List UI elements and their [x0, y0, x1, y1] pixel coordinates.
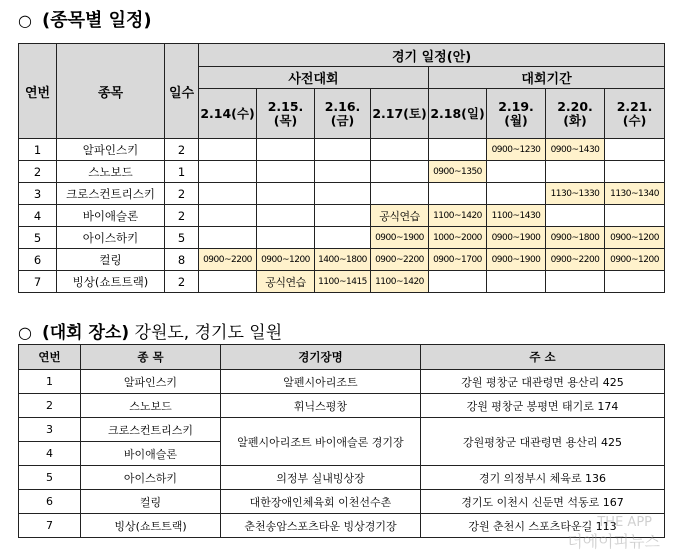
section-venue-subtitle: 강원도, 경기도 일원: [129, 323, 283, 343]
schedule-cell: 0900~2200: [371, 249, 429, 271]
schedule-cell: 0900~1200: [257, 249, 315, 271]
schedule-row: [19, 227, 665, 249]
schedule-cell: 0900~1800: [546, 227, 605, 249]
schedule-cell: [546, 205, 605, 227]
venue-row-venue: 의정부 실내빙상장: [221, 466, 421, 490]
schedule-cell: [605, 139, 665, 161]
venue-row-no: 7: [19, 514, 81, 538]
schedule-cell: [199, 205, 257, 227]
row-event: 바이애슬론: [57, 205, 165, 227]
schedule-cell: [315, 139, 371, 161]
schedule-cell: [199, 161, 257, 183]
venue-header-address: 주 소: [421, 345, 665, 370]
schedule-cell: [429, 271, 487, 293]
venue-row-no: 3: [19, 418, 81, 442]
row-no: 4: [19, 205, 57, 227]
venue-header-venue: 경기장명: [221, 345, 421, 370]
schedule-cell: 0900~1200: [605, 227, 665, 249]
row-event: 알파인스키: [57, 139, 165, 161]
row-event: 컬링: [57, 249, 165, 271]
schedule-cell: [487, 271, 546, 293]
header-no: 연번: [19, 44, 57, 139]
venue-row: [19, 394, 665, 418]
schedule-cell: [199, 139, 257, 161]
schedule-cell: [546, 271, 605, 293]
schedule-cell: [257, 227, 315, 249]
header-date: 2.17(토): [371, 89, 429, 139]
schedule-cell: 0900~2200: [199, 249, 257, 271]
row-days: 2: [165, 139, 199, 161]
venue-row-event: 크로스컨트리스키: [81, 418, 221, 442]
schedule-row: [19, 183, 665, 205]
venue-row-no: 5: [19, 466, 81, 490]
schedule-cell: [257, 139, 315, 161]
header-days: 일수: [165, 44, 199, 139]
header-date: 2.18(일): [429, 89, 487, 139]
schedule-cell: 1100~1420: [429, 205, 487, 227]
header-schedule: 경기 일정(안): [199, 44, 665, 67]
venue-row-event: 빙상(쇼트트랙): [81, 514, 221, 538]
row-event: 스노보드: [57, 161, 165, 183]
row-no: 3: [19, 183, 57, 205]
schedule-row: [19, 161, 665, 183]
row-no: 7: [19, 271, 57, 293]
section-venue-title: (대회 장소): [41, 323, 130, 343]
schedule-cell: [605, 205, 665, 227]
schedule-cell: [315, 227, 371, 249]
venue-row-event: 아이스하키: [81, 466, 221, 490]
schedule-cell: [315, 205, 371, 227]
venue-row-no: 2: [19, 394, 81, 418]
venue-row-address: 강원 평창군 대관령면 용산리 425: [421, 370, 665, 394]
schedule-cell: 0900~1230: [487, 139, 546, 161]
schedule-cell: [487, 183, 546, 205]
schedule-cell: [429, 139, 487, 161]
header-main-event: 대회기간: [429, 67, 665, 89]
header-date: 2.15. (목): [257, 89, 315, 139]
venue-row-address: 강원평창군 대관령면 용산리 425: [421, 418, 665, 466]
venue-row-venue: 알펜시아리조트: [221, 370, 421, 394]
venue-row-address: 강원 평창군 봉평면 태기로 174: [421, 394, 665, 418]
schedule-cell: [257, 161, 315, 183]
schedule-cell: 0900~1430: [546, 139, 605, 161]
venue-row-venue: 대한장애인체육회 이천선수촌: [221, 490, 421, 514]
schedule-cell: 공식연습: [257, 271, 315, 293]
schedule-cell: 0900~1200: [605, 249, 665, 271]
row-no: 2: [19, 161, 57, 183]
header-event: 종목: [57, 44, 165, 139]
schedule-cell: 0900~1900: [371, 227, 429, 249]
header-pre-event: 사전대회: [199, 67, 429, 89]
watermark-logo-text: THE APP: [597, 515, 652, 530]
schedule-cell: [371, 183, 429, 205]
schedule-cell: [315, 161, 371, 183]
venue-row: [19, 370, 665, 394]
schedule-cell: 1130~1330: [546, 183, 605, 205]
venue-table: [18, 344, 665, 538]
schedule-cell: 공식연습: [371, 205, 429, 227]
row-event: 빙상(쇼트트랙): [57, 271, 165, 293]
row-days: 5: [165, 227, 199, 249]
row-no: 6: [19, 249, 57, 271]
header-date: 2.16. (금): [315, 89, 371, 139]
venue-row-venue: 알펜시아리조트 바이애슬론 경기장: [221, 418, 421, 466]
row-days: 2: [165, 205, 199, 227]
schedule-cell: 0900~2200: [546, 249, 605, 271]
schedule-cell: [257, 205, 315, 227]
schedule-cell: 1100~1415: [315, 271, 371, 293]
schedule-cell: [487, 161, 546, 183]
venue-row-venue: 춘천송암스포츠타운 빙상경기장: [221, 514, 421, 538]
schedule-cell: [199, 183, 257, 205]
schedule-row: [19, 249, 665, 271]
schedule-cell: [605, 161, 665, 183]
section-venue-heading: [18, 318, 282, 343]
schedule-cell: [199, 271, 257, 293]
venue-row-event: 알파인스키: [81, 370, 221, 394]
venue-header-no: 연번: [19, 345, 81, 370]
watermark-logo-subtext: 더에이피뉴스: [567, 532, 660, 551]
schedule-cell: 0900~1350: [429, 161, 487, 183]
schedule-cell: 0900~1900: [487, 227, 546, 249]
schedule-row: [19, 139, 665, 161]
schedule-cell: 0900~1700: [429, 249, 487, 271]
row-no: 1: [19, 139, 57, 161]
bullet-circle-icon: ○: [18, 11, 32, 30]
venue-row-venue: 휘닉스평창: [221, 394, 421, 418]
row-days: 8: [165, 249, 199, 271]
row-days: 2: [165, 183, 199, 205]
venue-row-no: 1: [19, 370, 81, 394]
header-date: 2.19.(월): [487, 89, 546, 139]
bullet-circle-icon: ○: [18, 323, 32, 342]
schedule-cell: 1130~1340: [605, 183, 665, 205]
schedule-cell: [429, 183, 487, 205]
header-date: 2.14(수): [199, 89, 257, 139]
schedule-cell: [257, 183, 315, 205]
schedule-row: [19, 205, 665, 227]
schedule-cell: 0900~1900: [487, 249, 546, 271]
venue-header-event: 종 목: [81, 345, 221, 370]
row-event: 아이스하키: [57, 227, 165, 249]
section-schedule-heading: [18, 6, 152, 32]
venue-row: [19, 418, 665, 442]
row-days: 2: [165, 271, 199, 293]
venue-row-event: 바이애슬론: [81, 442, 221, 466]
venue-row-event: 컬링: [81, 490, 221, 514]
section-schedule-title: (종목별 일정): [41, 10, 152, 31]
schedule-cell: [371, 161, 429, 183]
schedule-cell: 1100~1430: [487, 205, 546, 227]
row-days: 1: [165, 161, 199, 183]
venue-row: [19, 466, 665, 490]
row-no: 5: [19, 227, 57, 249]
row-event: 크로스컨트리스키: [57, 183, 165, 205]
schedule-cell: [371, 139, 429, 161]
venue-row-address: 경기도 이천시 신둔면 석동로 167: [421, 490, 665, 514]
venue-row: [19, 490, 665, 514]
venue-row-event: 스노보드: [81, 394, 221, 418]
venue-row-address: 강원 춘천시 스포츠타운길 113: [421, 514, 665, 538]
schedule-cell: [605, 271, 665, 293]
venue-row-no: 4: [19, 442, 81, 466]
schedule-cell: 1100~1420: [371, 271, 429, 293]
header-date: 2.21. (수): [605, 89, 665, 139]
venue-row-no: 6: [19, 490, 81, 514]
schedule-cell: 1400~1800: [315, 249, 371, 271]
schedule-cell: [546, 161, 605, 183]
venue-row-address: 경기 의정부시 체육로 136: [421, 466, 665, 490]
schedule-cell: 1000~2000: [429, 227, 487, 249]
schedule-cell: [315, 183, 371, 205]
schedule-table: [18, 43, 665, 293]
schedule-row: [19, 271, 665, 293]
header-date: 2.20.(화): [546, 89, 605, 139]
schedule-cell: [199, 227, 257, 249]
